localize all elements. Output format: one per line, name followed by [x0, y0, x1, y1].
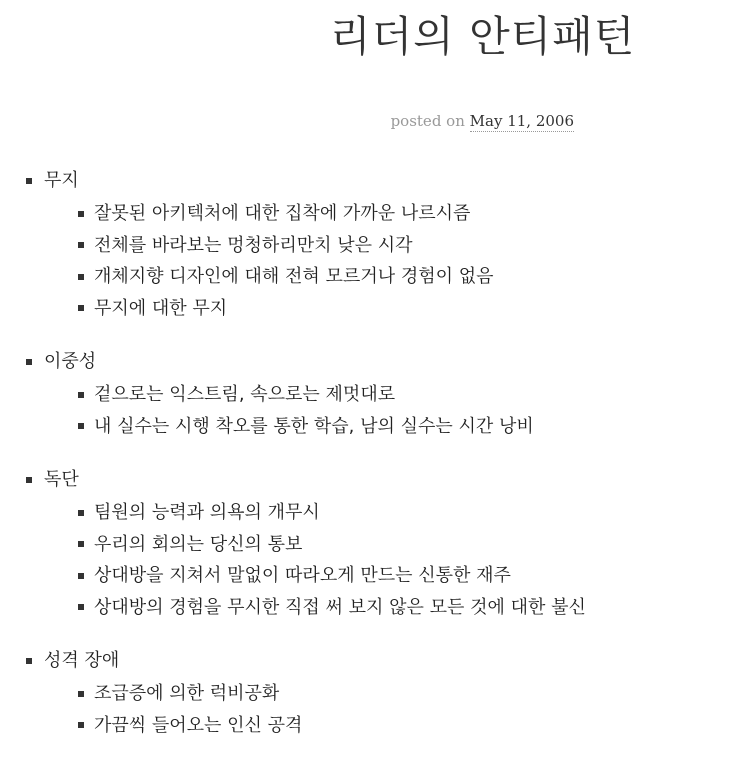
outline-section-personality-disorder: [26, 646, 726, 741]
list-item: [78, 379, 726, 411]
list-item-label: 잘못된 아키텍처에 대한 집착에 가까운 나르시즘: [94, 203, 471, 224]
sub-list: [78, 379, 726, 442]
square-bullet-icon: [26, 477, 32, 483]
outline-section-duplicity: [26, 347, 726, 442]
list-item-label: 상대방의 경험을 무시한 직접 써 보지 않은 모든 것에 대한 불신: [94, 596, 586, 618]
page-title: 리더의 안티패턴: [330, 12, 636, 61]
list-item: [78, 678, 726, 710]
sub-list: [78, 678, 726, 741]
section-label: 무지: [44, 170, 79, 191]
list-item-label: 전체를 바라보는 멍청하리만치 낮은 시각: [94, 234, 413, 256]
section-label: 이중성: [44, 351, 97, 372]
section-label: 독단: [44, 469, 79, 490]
section-label: 성격 장애: [44, 650, 120, 671]
list-item: [78, 293, 726, 325]
post-meta: [391, 112, 574, 130]
sub-list: [78, 497, 726, 623]
list-item-label: 겉으로는 익스트림, 속으로는 제멋대로: [94, 384, 396, 405]
list-item-label: 개체지향 디자인에 대해 전혀 모르거나 경험이 없음: [94, 266, 494, 287]
sub-list: [78, 198, 726, 324]
list-item-label: 팀원의 능력과 의욕의 개무시: [94, 502, 320, 523]
square-bullet-icon: [78, 305, 84, 311]
list-item: [78, 261, 726, 293]
antipattern-outline: [26, 166, 726, 764]
list-item-label: 내 실수는 시행 착오를 통한 학습, 남의 실수는 시간 낭비: [94, 415, 534, 437]
square-bullet-icon: [78, 573, 84, 579]
square-bullet-icon: [78, 423, 84, 429]
list-item: [78, 198, 726, 230]
list-item-label: 우리의 회의는 당신의 통보: [94, 533, 303, 555]
square-bullet-icon: [26, 359, 32, 365]
list-item: [78, 230, 726, 262]
post-meta-prefix: posted on: [390, 112, 465, 130]
list-item: [78, 710, 726, 742]
list-item: [78, 529, 726, 561]
square-bullet-icon: [78, 510, 84, 516]
square-bullet-icon: [78, 541, 84, 547]
list-item: [78, 497, 726, 529]
square-bullet-icon: [26, 658, 32, 664]
square-bullet-icon: [78, 691, 84, 697]
square-bullet-icon: [78, 392, 84, 398]
square-bullet-icon: [26, 178, 32, 184]
list-item-label: 상대방을 지쳐서 말없이 따라오게 만드는 신통한 재주: [94, 565, 511, 586]
square-bullet-icon: [78, 211, 84, 217]
list-item: [78, 411, 726, 443]
list-item-label: 무지에 대한 무지: [94, 297, 228, 319]
square-bullet-icon: [78, 604, 84, 610]
square-bullet-icon: [78, 274, 84, 280]
post-date-link[interactable]: May 11, 2006: [469, 112, 574, 130]
list-item-label: 조급증에 의한 럭비공화: [94, 683, 280, 704]
list-item: [78, 592, 726, 624]
outline-section-dogmatism: [26, 465, 726, 623]
outline-section-ignorance: [26, 166, 726, 324]
square-bullet-icon: [78, 722, 84, 728]
list-item: [78, 560, 726, 592]
list-item-label: 가끔씩 들어오는 인신 공격: [94, 714, 303, 736]
square-bullet-icon: [78, 242, 84, 248]
